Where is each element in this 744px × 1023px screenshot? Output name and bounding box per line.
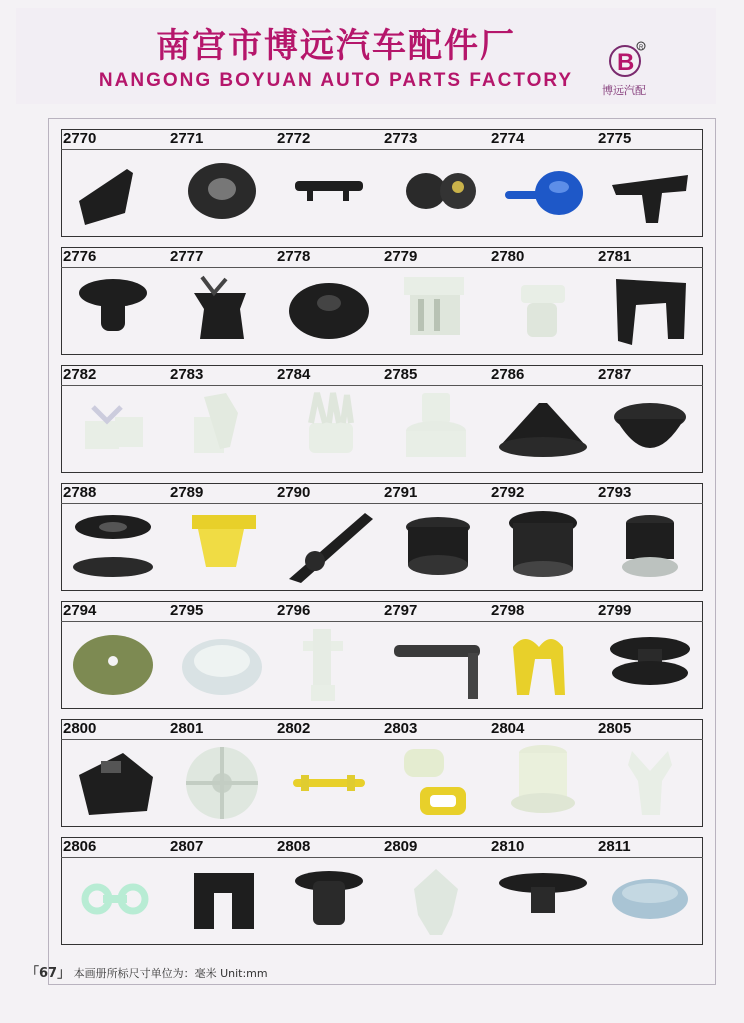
- svg-text:B: B: [617, 49, 635, 76]
- part-number: 2799: [598, 602, 632, 619]
- factory-name-english: NANGONG BOYUAN AUTO PARTS FACTORY: [98, 70, 574, 91]
- part-number: 2771: [170, 130, 204, 147]
- brand-logo: [596, 40, 666, 100]
- catalog-row: [61, 601, 703, 709]
- part-number: 2781: [598, 248, 632, 265]
- part-number: 2809: [384, 838, 418, 855]
- part-cell: [382, 837, 489, 945]
- part-image: [281, 859, 377, 941]
- part-image: [388, 269, 484, 351]
- part-cell: [489, 719, 596, 827]
- part-cell: [596, 247, 703, 355]
- part-number: 2772: [277, 130, 311, 147]
- part-cell: [596, 483, 703, 591]
- part-number: 2775: [598, 130, 632, 147]
- part-image: [495, 623, 591, 705]
- parts-catalog-grid: [48, 118, 716, 985]
- catalog-row: [61, 837, 703, 945]
- page-number: 「67」: [26, 966, 71, 981]
- part-image: [174, 859, 270, 941]
- part-cell: [596, 837, 703, 945]
- part-cell: [275, 601, 382, 709]
- part-number: 2795: [170, 602, 204, 619]
- part-cell: [168, 719, 275, 827]
- part-number: 2801: [170, 720, 204, 737]
- part-number: 2806: [63, 838, 97, 855]
- part-image: [281, 269, 377, 351]
- part-number: 2810: [491, 838, 525, 855]
- part-image: [388, 505, 484, 587]
- part-number: 2783: [170, 366, 204, 383]
- catalog-header: [16, 8, 716, 104]
- part-image: [281, 623, 377, 705]
- part-cell: [168, 483, 275, 591]
- part-number: 2780: [491, 248, 525, 265]
- part-cell: [168, 601, 275, 709]
- page-footer: [26, 962, 268, 981]
- unit-note: 本画册所标尺寸单位为：毫米 Unit:mm: [73, 967, 268, 980]
- part-image: [281, 741, 377, 823]
- part-number: 2785: [384, 366, 418, 383]
- part-cell: [168, 837, 275, 945]
- part-cell: [596, 129, 703, 237]
- part-cell: [382, 129, 489, 237]
- part-image: [602, 505, 698, 587]
- part-image: [495, 387, 591, 469]
- part-image: [495, 741, 591, 823]
- part-number: 2811: [598, 838, 631, 855]
- part-number: 2789: [170, 484, 204, 501]
- part-cell: [382, 719, 489, 827]
- part-cell: [61, 483, 168, 591]
- part-cell: [275, 129, 382, 237]
- part-image: [174, 623, 270, 705]
- part-cell: [275, 719, 382, 827]
- part-image: [388, 859, 484, 941]
- part-number: 2782: [63, 366, 97, 383]
- part-number: 2784: [277, 366, 311, 383]
- part-image: [67, 859, 163, 941]
- part-number: 2786: [491, 366, 525, 383]
- part-image: [174, 387, 270, 469]
- part-number: 2770: [63, 130, 97, 147]
- part-image: [388, 623, 484, 705]
- part-image: [174, 505, 270, 587]
- part-cell: [61, 837, 168, 945]
- part-number: 2779: [384, 248, 418, 265]
- part-cell: [596, 365, 703, 473]
- part-number: 2804: [491, 720, 525, 737]
- part-cell: [382, 365, 489, 473]
- part-cell: [489, 483, 596, 591]
- part-number: 2792: [491, 484, 525, 501]
- part-image: [281, 151, 377, 233]
- part-cell: [596, 719, 703, 827]
- part-image: [495, 151, 591, 233]
- part-number: 2796: [277, 602, 311, 619]
- part-number: 2803: [384, 720, 418, 737]
- logo-caption: 博远汽配: [602, 84, 646, 97]
- part-number: 2774: [491, 130, 525, 147]
- part-image: [174, 741, 270, 823]
- part-number: 2791: [384, 484, 418, 501]
- part-number: 2798: [491, 602, 525, 619]
- catalog-row: [61, 129, 703, 237]
- part-cell: [596, 601, 703, 709]
- part-cell: [168, 247, 275, 355]
- part-image: [67, 269, 163, 351]
- part-number: 2778: [277, 248, 311, 265]
- part-image: [67, 623, 163, 705]
- part-image: [602, 151, 698, 233]
- part-image: [495, 859, 591, 941]
- part-cell: [489, 247, 596, 355]
- catalog-row: [61, 365, 703, 473]
- part-cell: [61, 719, 168, 827]
- part-image: [602, 859, 698, 941]
- part-image: [495, 269, 591, 351]
- part-cell: [275, 483, 382, 591]
- part-image: [602, 387, 698, 469]
- part-number: 2802: [277, 720, 311, 737]
- part-cell: [382, 483, 489, 591]
- part-number: 2797: [384, 602, 418, 619]
- part-image: [602, 741, 698, 823]
- part-cell: [489, 365, 596, 473]
- part-number: 2807: [170, 838, 204, 855]
- part-image: [281, 505, 377, 587]
- catalog-row: [61, 719, 703, 827]
- part-image: [602, 269, 698, 351]
- part-image: [388, 387, 484, 469]
- part-image: [388, 741, 484, 823]
- part-image: [67, 741, 163, 823]
- part-image: [67, 387, 163, 469]
- part-cell: [275, 247, 382, 355]
- factory-name-chinese: 南宫市博远汽车配件厂: [156, 26, 516, 66]
- part-number: 2805: [598, 720, 632, 737]
- part-image: [67, 505, 163, 587]
- part-cell: [489, 129, 596, 237]
- part-image: [174, 269, 270, 351]
- part-cell: [61, 247, 168, 355]
- part-cell: [168, 365, 275, 473]
- part-number: 2790: [277, 484, 311, 501]
- part-image: [388, 151, 484, 233]
- part-number: 2788: [63, 484, 97, 501]
- svg-text:R: R: [639, 45, 644, 51]
- catalog-row: [61, 247, 703, 355]
- part-number: 2773: [384, 130, 418, 147]
- part-cell: [61, 365, 168, 473]
- part-cell: [382, 601, 489, 709]
- part-image: [602, 623, 698, 705]
- part-number: 2777: [170, 248, 204, 265]
- part-cell: [168, 129, 275, 237]
- part-image: [174, 151, 270, 233]
- part-cell: [489, 601, 596, 709]
- catalog-row: [61, 483, 703, 591]
- part-number: 2793: [598, 484, 632, 501]
- part-cell: [61, 129, 168, 237]
- part-image: [281, 387, 377, 469]
- part-number: 2794: [63, 602, 97, 619]
- part-number: 2800: [63, 720, 97, 737]
- b-logo-icon: [608, 40, 646, 78]
- part-cell: [61, 601, 168, 709]
- part-number: 2776: [63, 248, 97, 265]
- part-image: [67, 151, 163, 233]
- part-image: [495, 505, 591, 587]
- part-cell: [382, 247, 489, 355]
- part-cell: [489, 837, 596, 945]
- part-number: 2787: [598, 366, 632, 383]
- part-cell: [275, 837, 382, 945]
- part-cell: [275, 365, 382, 473]
- part-number: 2808: [277, 838, 311, 855]
